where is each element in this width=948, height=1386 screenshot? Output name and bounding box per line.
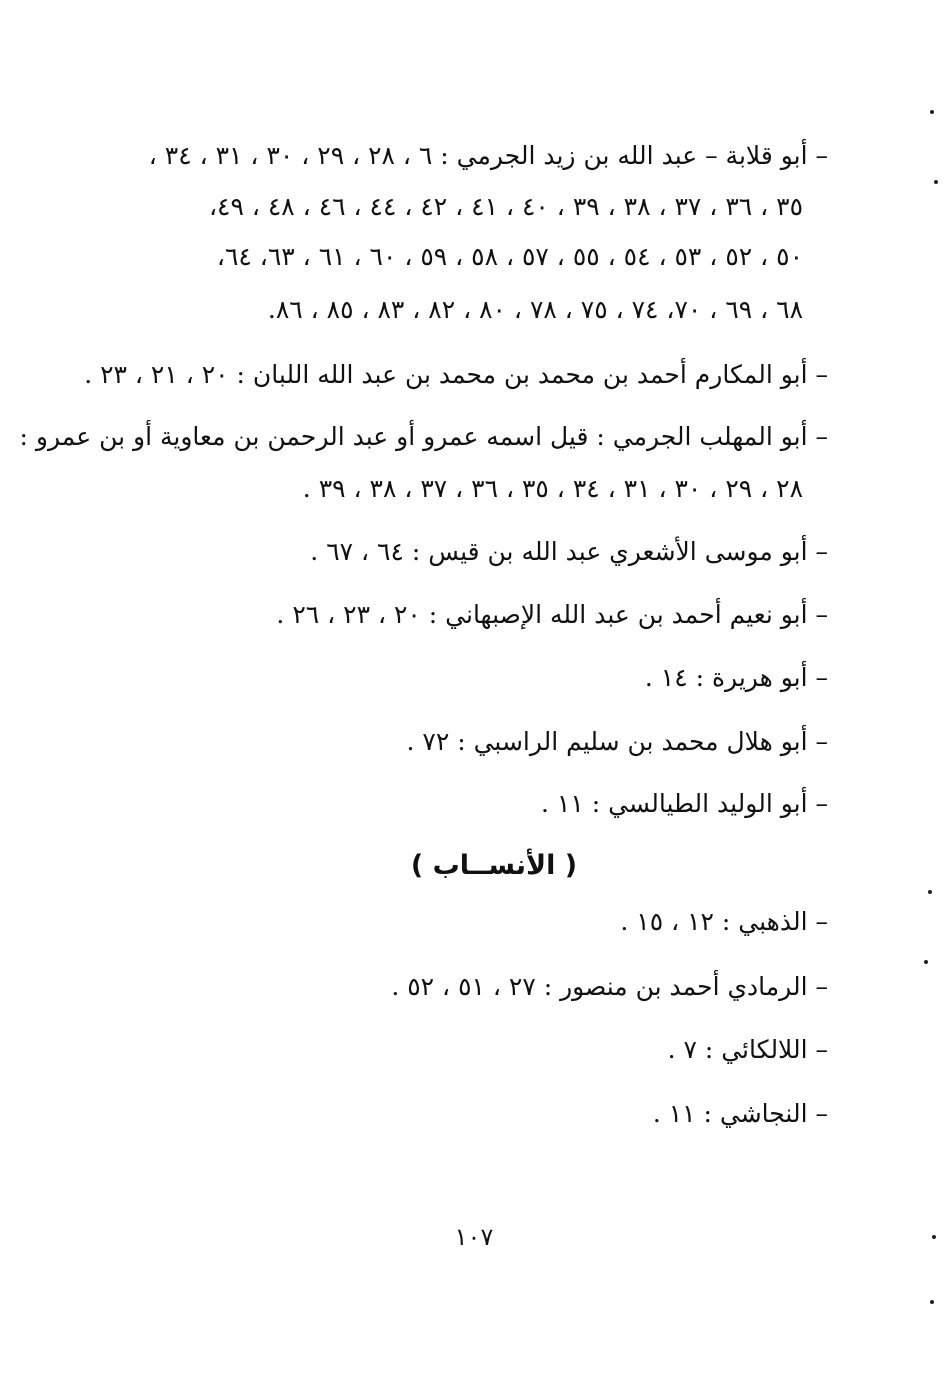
scan-speck (930, 110, 934, 114)
index-entry-line: – أبو قلابة – عبد الله بن زيد الجرمي : ٦ ، ٢٨ ، ٢٩ ، ٣٠ ، ٣١ ، ٣٤ ، (148, 141, 828, 170)
index-entry-line: – أبو المكارم أحمد بن محمد بن محمد بن عبد الله اللبان : ٢٠ ، ٢١ ، ٢٣ . (84, 360, 828, 389)
index-entry-line: – أبو المهلب الجرمي : قيل اسمه عمرو أو عبد الرحمن بن معاوية أو بن عمرو : (19, 422, 828, 451)
ansab-entry: – اللالكائي : ٧ . (667, 1035, 828, 1064)
index-entry-line: ٣٥ ، ٣٦ ، ٣٧ ، ٣٨ ، ٣٩ ، ٤٠ ، ٤١ ، ٤٢ ، ٤٤ ، ٤٦ ، ٤٨ ، ٤٩، (208, 192, 803, 221)
index-entry-line: ٢٨ ، ٢٩ ، ٣٠ ، ٣١ ، ٣٤ ، ٣٥ ، ٣٦ ، ٣٧ ، ٣٨ ، ٣٩ . (302, 474, 803, 503)
index-entry-line: – أبو نعيم أحمد بن عبد الله الإصبهاني : ٢٠ ، ٢٣ ، ٢٦ . (276, 600, 828, 629)
scan-speck (928, 890, 932, 894)
index-entry-line: – أبو الوليد الطيالسي : ١١ . (541, 789, 828, 818)
page-number: ١٠٧ (454, 1223, 494, 1251)
ansab-entry: – الذهبي : ١٢ ، ١٥ . (620, 907, 828, 936)
scan-speck (934, 180, 938, 184)
index-entry-line: – أبو موسى الأشعري عبد الله بن قيس : ٦٤ ، ٦٧ . (310, 537, 828, 566)
ansab-entry: – الرمادي أحمد بن منصور : ٢٧ ، ٥١ ، ٥٢ . (391, 972, 828, 1001)
ansab-entry: – النجاشي : ١١ . (652, 1099, 828, 1128)
index-entry-line: – أبو هلال محمد بن سليم الراسبي : ٧٢ . (406, 727, 828, 756)
index-entry-line: ٥٠ ، ٥٢ ، ٥٣ ، ٥٤ ، ٥٥ ، ٥٧ ، ٥٨ ، ٥٩ ، ٦٠ ، ٦١ ، ٦٣، ٦٤، (216, 242, 803, 271)
scan-speck (924, 960, 928, 964)
scan-speck (932, 1235, 936, 1239)
scan-speck (930, 1300, 934, 1304)
index-entry-line: ٦٨ ، ٦٩ ، ٧٠، ٧٤ ، ٧٥ ، ٧٨ ، ٨٠ ، ٨٢ ، ٨٣ ، ٨٥ ، ٨٦. (267, 295, 803, 324)
index-entry-line: – أبو هريرة : ١٤ . (644, 663, 828, 692)
section-heading: ( الأنســاب ) (410, 850, 578, 881)
